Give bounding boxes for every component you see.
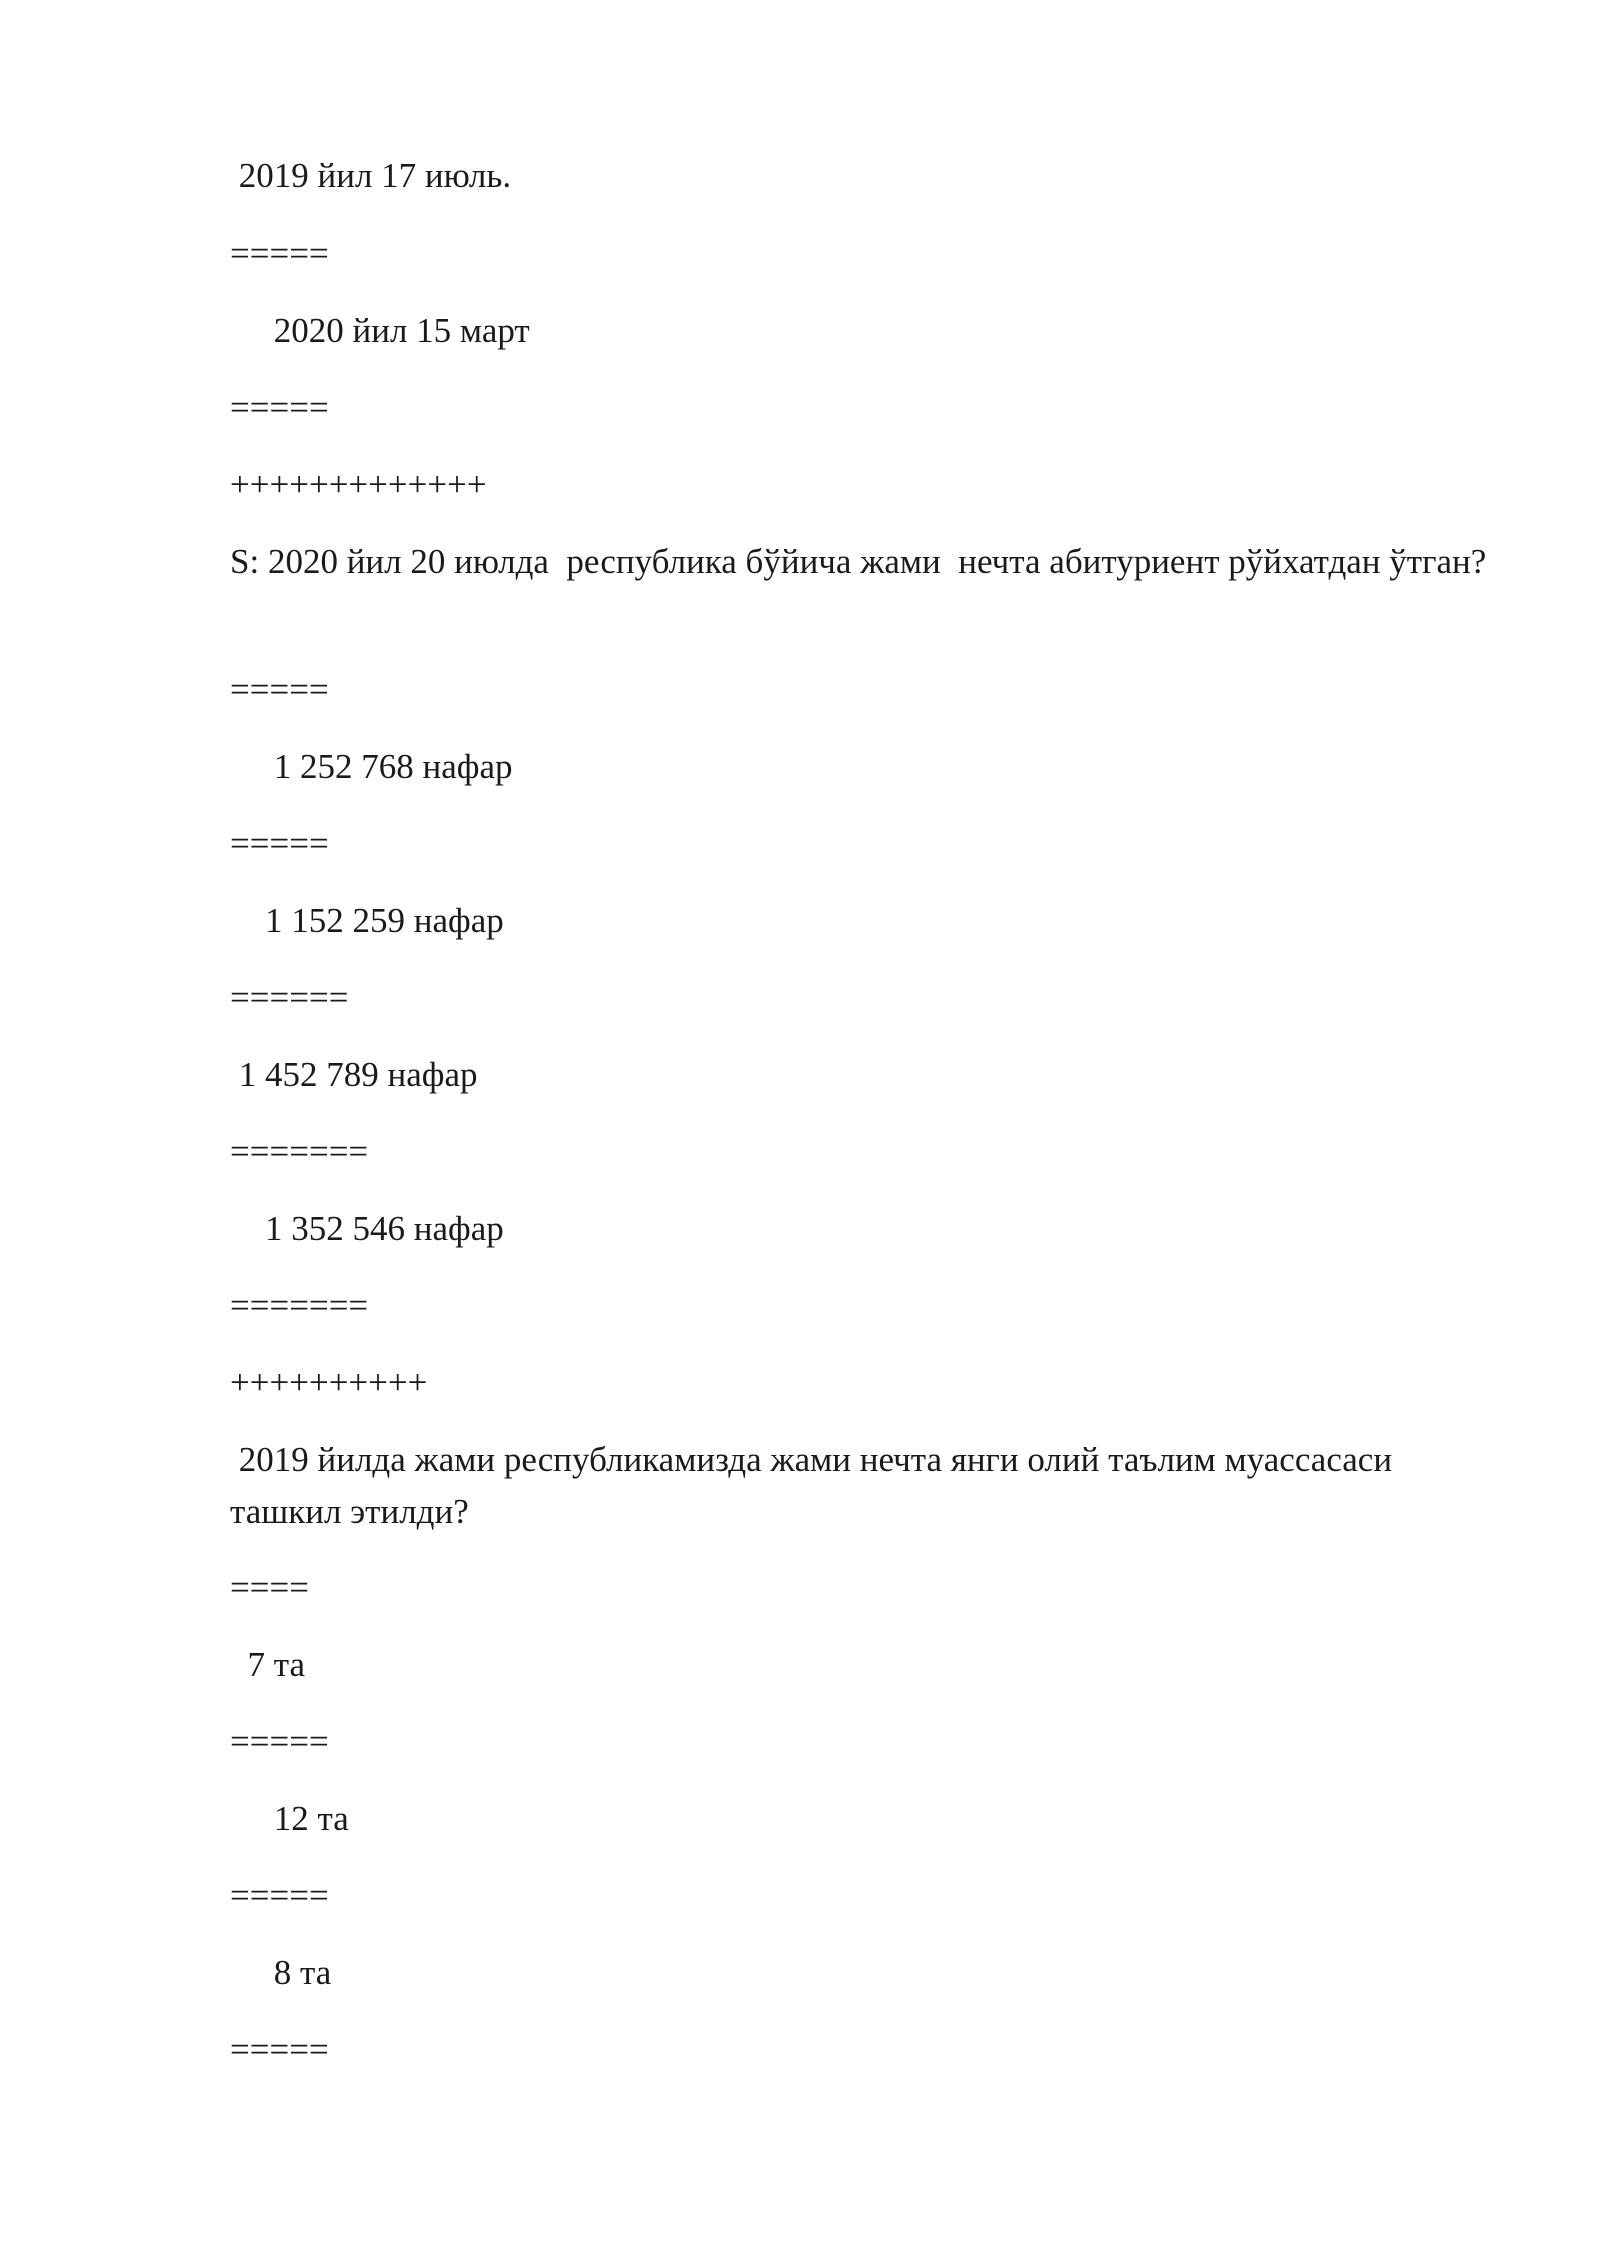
question-divider: +++++++++++++: [230, 465, 487, 504]
answer-option: 7 та: [230, 1645, 306, 1684]
question-text: S: 2020 йил 20 июлда республика бўйича жами нечта абитуриент рўйхатдан ўтган?: [230, 542, 1487, 581]
question-divider: ++++++++++: [230, 1363, 428, 1402]
question-text: 2019 йилда жами республикамизда жами нечта янги олий таълим муассасаси ташкил этилди?: [230, 1440, 1401, 1531]
separator: =====: [230, 1876, 329, 1915]
answer-option: 12 та: [230, 1799, 349, 1838]
answer-option-date-2020: 2020 йил 15 март: [230, 311, 530, 350]
answer-option-date-2019: 2019 йил 17 июль.: [230, 156, 512, 195]
separator: =====: [230, 388, 329, 427]
answer-option: 1 452 789 нафар: [230, 1055, 478, 1094]
answer-option: 1 252 768 нафар: [230, 747, 513, 786]
answer-option: 8 та: [230, 1953, 332, 1992]
separator: ======: [230, 978, 349, 1017]
separator: ====: [230, 1568, 309, 1607]
separator: =======: [230, 1286, 369, 1325]
answer-option: 1 352 546 нафар: [230, 1209, 504, 1248]
separator: =====: [230, 2030, 329, 2069]
answer-option: 1 152 259 нафар: [230, 901, 504, 940]
separator: =====: [230, 670, 329, 709]
separator: =====: [230, 824, 329, 863]
separator: =====: [230, 234, 329, 273]
separator: =====: [230, 1722, 329, 1761]
separator: =======: [230, 1132, 369, 1171]
